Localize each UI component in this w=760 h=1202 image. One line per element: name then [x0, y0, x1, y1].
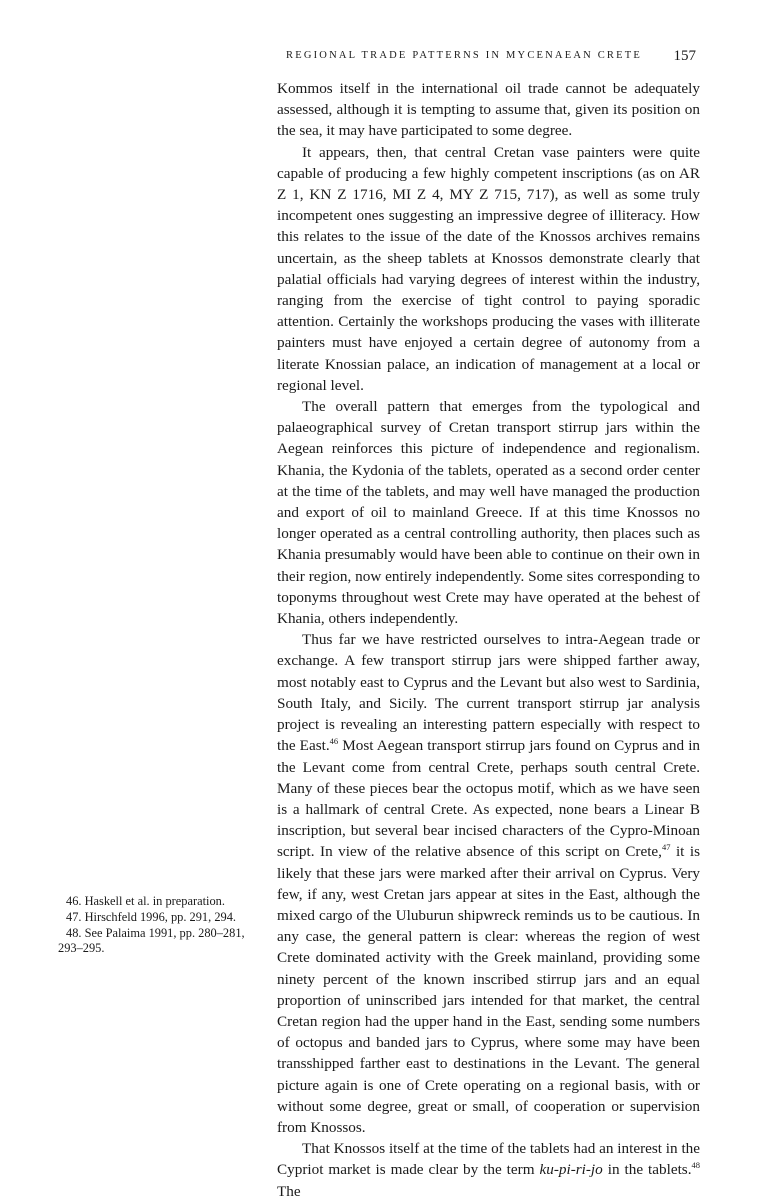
body-text — [277, 78, 700, 1202]
term-ku-pi-ri-jo: ku-pi-ri-jo — [539, 1161, 603, 1179]
paragraph-4-part-a: Thus far we have restricted ourselves to intra-Aegean trade or exchange. A few transport stirrup jars were shipped farther away, most notably east to Cyprus and the Levant but also west to Sardinia, South Italy, and Sicily. The current transport stirrup jar analysis project is revealing an interesting pattern especially with respect to the East. — [277, 631, 700, 755]
running-title: REGIONAL TRADE PATTERNS IN MYCENAEAN CRETE — [286, 50, 642, 61]
paragraph-5-part-c: The — [277, 1182, 301, 1200]
paragraph-4-part-c: it is likely that these jars were marked after their arrival on Cyprus. Very few, if any, west Cretan jars appear at sites in the East, although the mixed cargo of the Uluburun shipwreck reminds us to be cautious. In any case, the general pattern is clear: whereas the region of west Crete dominated activity with the Greek mainland, providing some ninety percent of the known inscribed stirrup jars and an equal proportion of uninscribed jars intended for that market, the central Cretan region had the upper hand in the East, sending some numbers of octopus and banded jars to Cyprus, where some may have been transshipped farther east to destinations in the Levant. The general picture again is one of Crete operating on a regional basis, with or without some degree, great or small, of cooperation or supervision from Knossos. — [277, 843, 700, 1136]
paragraph-4 — [277, 629, 700, 1138]
paragraph-3: The overall pattern that emerges from the typological and palaeographical survey of Cretan transport stirrup jars within the Aegean reinforces this picture of independence and regionalism. Khania, the Kydonia of the tablets, operated as a second order center at the time of the tablets, and may well have managed the production and export of oil to mainland Greece. If at this time Knossos no longer operated as a central controlling authority, then places such as Khania presumably would have been able to continue on their own in their region, now entirely independently. Some sites corresponding to toponyms throughout west Crete may have operated at the behest of Khania, others independently. — [277, 398, 700, 628]
footnote-ref-47: 47 — [661, 842, 671, 853]
paragraph-1: Kommos itself in the international oil trade cannot be adequately assessed, although it is tempting to assume that, given its position on the sea, it may have participated to some degree. — [277, 80, 700, 140]
footnotes — [58, 894, 260, 957]
footnote-ref-46: 46 — [329, 736, 339, 747]
running-head — [277, 50, 700, 70]
paragraph-2: It appears, then, that central Cretan vase painters were quite capable of producing a few highly competent inscriptions (as on AR Z 1, KN Z 1716, MI Z 4, MY Z 715, 717), as well as some truly incompetent ones suggesting an impressive degree of illiteracy. How this relates to the issue of the date of the Knossos archives remains uncertain, as the sheep tablets at Knossos demonstrate clearly that palatial officials had varying degrees of interest within the industry, ranging from the exercise of tight control to paying sporadic attention. Certainly the workshops producing the vases with illiterate painters must have enjoyed a certain degree of autonomy from a literate Knossian palace, an indication of management at a local or regional level. — [277, 143, 700, 394]
page-number: 157 — [673, 48, 696, 64]
footnote-46: 46. Haskell et al. in preparation. — [66, 894, 225, 908]
paragraph-5-part-b: in the tablets. — [602, 1161, 692, 1179]
footnote-ref-48: 48 — [691, 1160, 700, 1171]
paragraph-4-part-b: Most Aegean transport stirrup jars found on Cyprus and in the Levant come from central Crete, perhaps south central Crete. Many of these pieces bear the octopus motif, which as we have seen is a hallmark of central Crete. As expected, none bears a Linear B inscription, but several bear incised characters of the Cypro-Minoan script. In view of the relative absence of this script on Crete, — [277, 737, 701, 861]
paragraph-5 — [277, 1138, 700, 1202]
paragraph-5-part-a: That Knossos itself at the time of the tablets had an interest in the Cypriot market is made clear by the term — [277, 1140, 700, 1179]
footnote-48: 48. See Palaima 1991, pp. 280–281, 293–295. — [58, 925, 245, 956]
footnote-47: 47. Hirschfeld 1996, pp. 291, 294. — [66, 909, 237, 924]
